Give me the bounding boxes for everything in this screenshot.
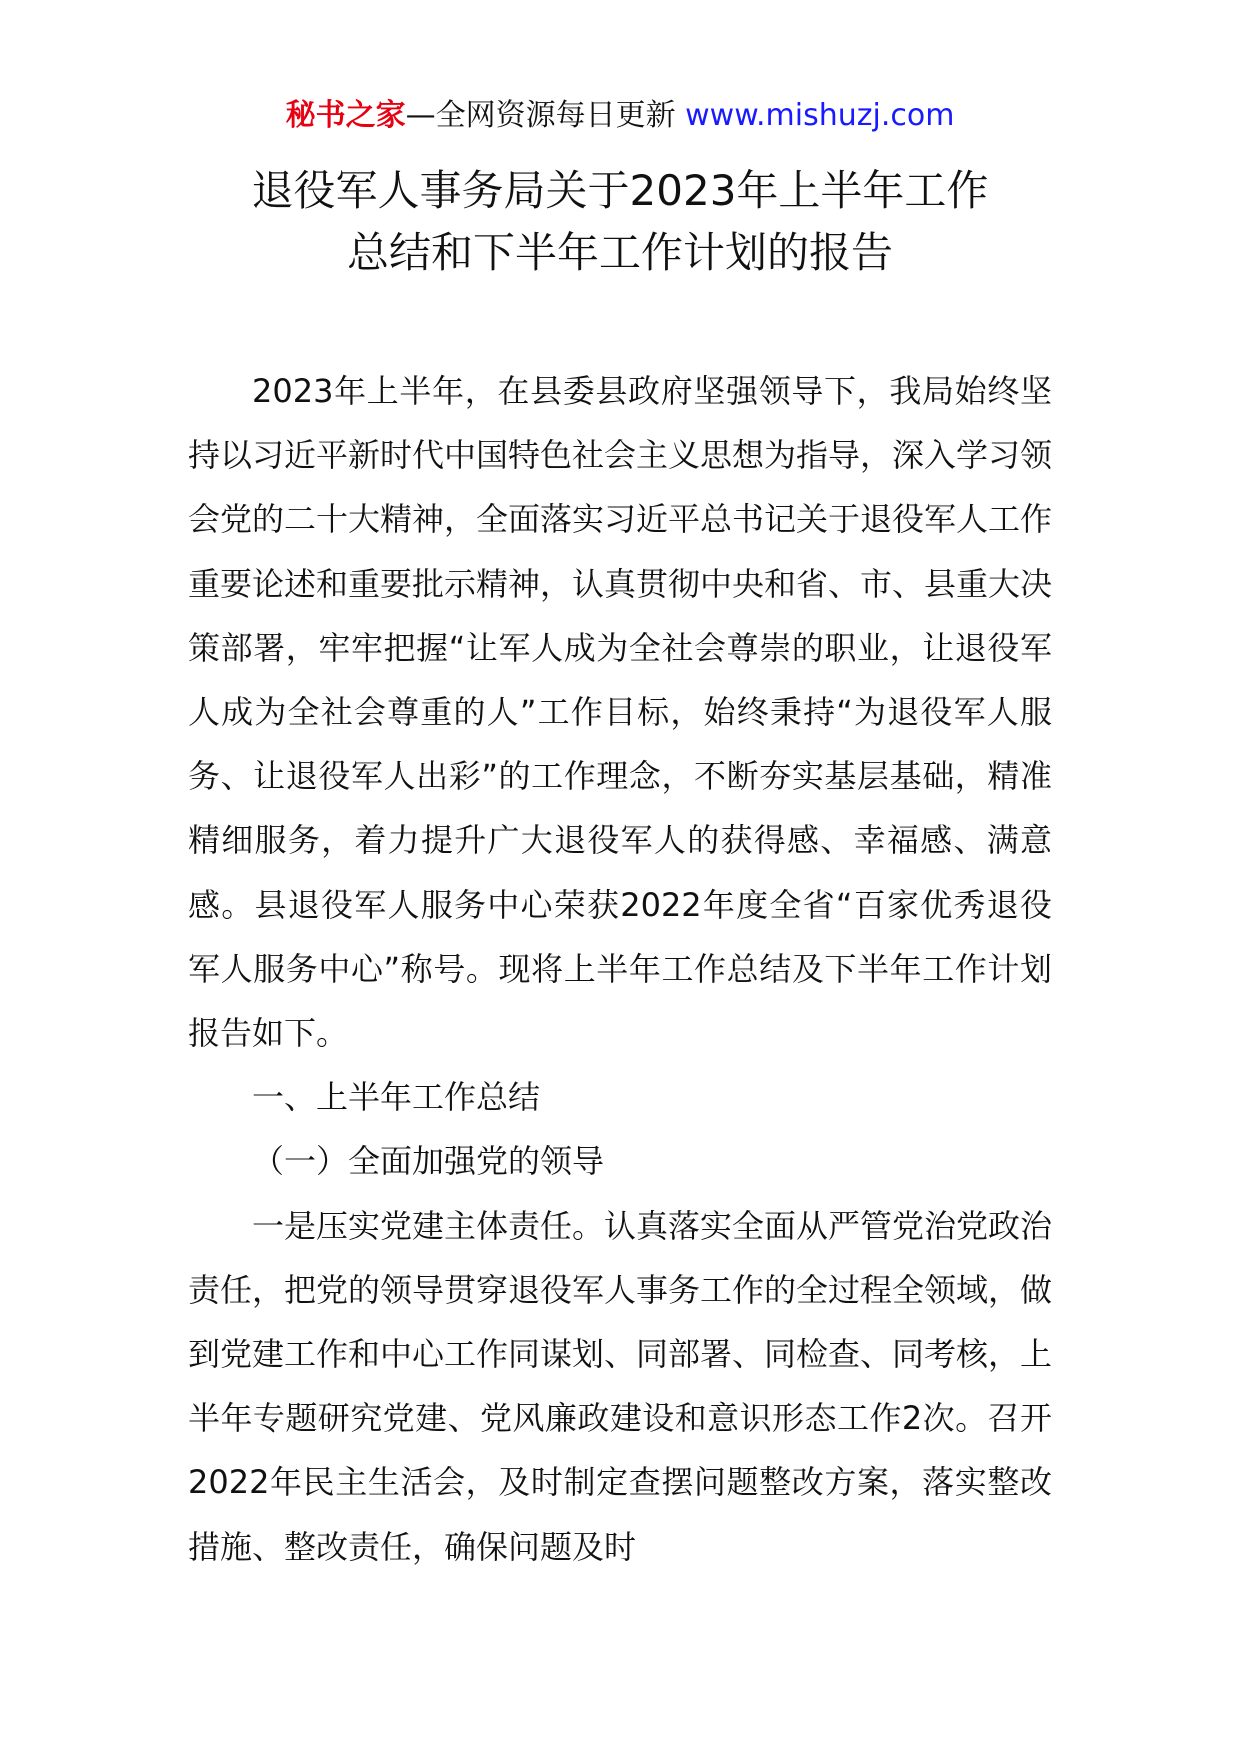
document-body	[188, 359, 1052, 1579]
site-brand: 秘书之家	[285, 98, 406, 133]
site-tagline: —全网资源每日更新	[405, 98, 676, 133]
site-url-link[interactable]: www.mishuzj.com	[685, 98, 955, 133]
body-paragraph: 一是压实党建主体责任。认真落实全面从严管党治党政治责任，把党的领导贯穿退役军人事务工作的全过程全领域，做到党建工作和中心工作同谋划、同部署、同检查、同考核，上半年专题研究党建、党风廉政建设和意识形态工作2次。召开2022年民主生活会，及时制定查摆问题整改方案，落实整改措施、整改责任，确保问题及时	[188, 1206, 1053, 1566]
title-line-2: 总结和下半年工作计划的报告	[346, 228, 893, 277]
section-heading: 一、上半年工作总结	[252, 1078, 541, 1117]
subsection-heading: （一）全面加强党的领导	[252, 1142, 605, 1181]
document-title	[0, 160, 1240, 284]
site-header	[0, 96, 1240, 136]
title-line-1: 退役军人事务局关于2023年上半年工作	[251, 166, 989, 215]
intro-paragraph: 2023年上半年，在县委县政府坚强领导下，我局始终坚持以习近平新时代中国特色社会主义思想为指导，深入学习领会党的二十大精神，全面落实习近平总书记关于退役军人工作重要论述和重要批示精神，认真贯彻中央和省、市、县重大决策部署，牢牢把握“让军人成为全社会尊崇的职业，让退役军人成为全社会尊重的人”工作目标，始终秉持“为退役军人服务、让退役军人出彩”的工作理念，不断夯实基层基础，精准精细服务，着力提升广大退役军人的获得感、幸福感、满意感。县退役军人服务中心荣获2022年度全省“百家优秀退役军人服务中心”称号。现将上半年工作总结及下半年工作计划报告如下。	[188, 372, 1053, 1053]
